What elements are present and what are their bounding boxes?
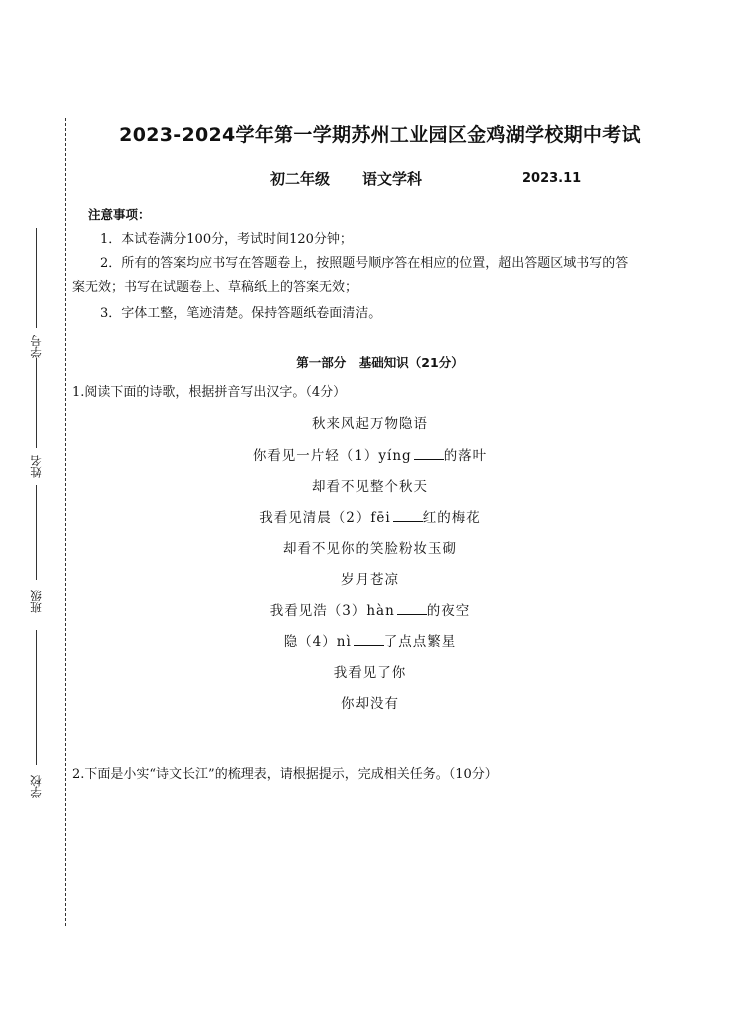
margin-label-student-id: 学号 (29, 335, 43, 358)
note-item: 2．所有的答案均应书写在答题卷上，按照题号顺序答在相应的位置，超出答题区域书写的答 (100, 256, 629, 271)
poem-line (140, 599, 600, 619)
poem-line (140, 506, 600, 526)
poem-line (140, 537, 600, 557)
exam-title: 2023-2024学年第一学期苏州工业园区金鸡湖学校期中考试 (119, 124, 641, 146)
note-item: 3．字体工整，笔迹清楚。保持答题纸卷面清洁。 (100, 306, 382, 321)
answer-blank[interactable] (354, 633, 384, 646)
poem-line (140, 568, 600, 588)
subject-label: 语文学科 (362, 170, 423, 188)
binding-dashed-line (65, 118, 66, 926)
poem-line-text: 我看见清晨（2）fēi (259, 510, 391, 526)
margin-label-name: 姓名 (29, 455, 43, 478)
section-title: 第一部分 基础知识（21分） (296, 355, 464, 370)
note-item: 1．本试卷满分100分，考试时间120分钟； (100, 232, 353, 247)
poem-line-text: 了点点繁星 (383, 634, 457, 650)
answer-blank[interactable] (397, 602, 427, 615)
poem-line-text: 隐（4）nì (283, 634, 352, 650)
class-line[interactable] (36, 485, 37, 580)
poem-line (140, 661, 600, 681)
poem-line (140, 444, 600, 464)
poem-line-text: 的夜空 (426, 603, 471, 619)
poem-line (140, 412, 600, 432)
note-item: 案无效；书写在试题卷上、草稿纸上的答案无效； (72, 280, 359, 295)
poem-line-text: 的落叶 (443, 448, 488, 464)
exam-date: 2023.11 (522, 171, 582, 186)
poem-line (140, 475, 600, 495)
school-line[interactable] (36, 630, 37, 765)
margin-label-school: 学校 (29, 775, 43, 798)
name-line[interactable] (36, 358, 37, 448)
answer-blank[interactable] (414, 447, 444, 460)
notes-heading: 注意事项： (88, 207, 151, 222)
student-id-line[interactable] (36, 228, 37, 328)
poem-line (140, 692, 600, 712)
poem-line-text: 秋来风起万物隐语 (312, 416, 428, 432)
question-1-prompt: 1.阅读下面的诗歌，根据拼音写出汉字。（4分） (72, 385, 347, 400)
poem-line (140, 630, 600, 650)
answer-blank[interactable] (393, 509, 423, 522)
poem-line-text: 岁月苍凉 (341, 572, 399, 588)
margin-label-class: 班级 (29, 590, 43, 613)
poem-line-text: 红的梅花 (422, 510, 481, 526)
poem-line-text: 你看见一片轻（1）yíng (252, 448, 412, 464)
poem-line-text: 我看见了你 (333, 665, 407, 681)
poem-line-text: 我看见浩（3）hàn (269, 603, 395, 619)
poem-line-text: 你却没有 (341, 696, 399, 712)
question-2-prompt: 2.下面是小实“诗文长江”的梳理表，请根据提示，完成相关任务。（10分） (72, 767, 498, 782)
poem-line-text: 却看不见整个秋天 (312, 479, 428, 495)
poem-line-text: 却看不见你的笑脸粉妆玉砌 (283, 541, 457, 557)
grade-label: 初二年级 (270, 170, 331, 188)
